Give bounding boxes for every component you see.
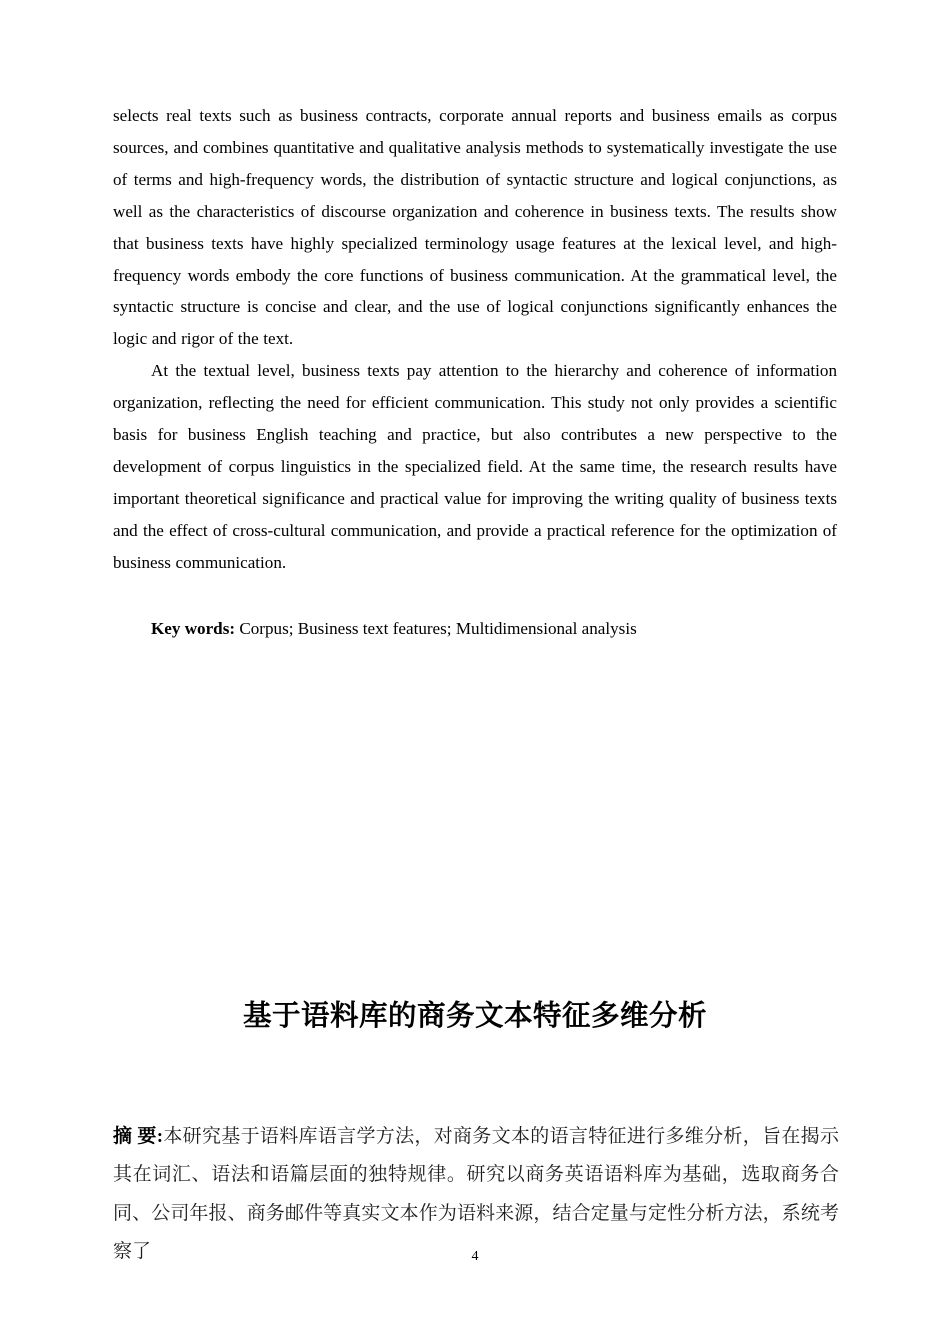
chinese-abstract-label: 摘 要:: [113, 1126, 164, 1147]
keywords-label: Key words:: [151, 619, 236, 638]
chinese-abstract-text: 本研究基于语料库语言学方法，对商务文本的语言特征进行多维分析，旨在揭示其在词汇、语法和语篇层面的独特规律。研究以商务英语语料库为基础，选取商务合同、公司年报、商务邮件等真实文本作为语料来源，结合定量与定性分析方法，系统考察了: [113, 1126, 839, 1263]
abstract-paragraph-1: selects real texts such as business contracts, corporate annual reports and business emails as corpus sources, and combines quantitative and qualitative analysis methods to systematically investigate the use of terms and high-frequency words, the distribution of syntactic structure and logical conjunctions, as well as the characteristics of discourse organization and coherence in business texts. The results show that business texts have highly specialized terminology usage features at the lexical level, and high-frequency words embody the core functions of business communication. At the grammatical level, the syntactic structure is concise and clear, and the use of logical conjunctions significantly enhances the logic and rigor of the text.: [113, 106, 837, 349]
keywords-line: [113, 613, 837, 645]
english-abstract-block: [113, 100, 837, 579]
keywords-value: Corpus; Business text features; Multidimensional analysis: [239, 619, 637, 638]
page-number: 4: [471, 1249, 479, 1264]
abstract-paragraph-2: At the textual level, business texts pay attention to the hierarchy and coherence of information organization, reflecting the need for efficient communication. This study not only provides a scientific basis for business English teaching and practice, but also contributes a new perspective to the development of corpus linguistics in the specialized field. At the same time, the research results have important theoretical significance and practical value for improving the writing quality of business texts and the effect of cross-cultural communication, and provide a practical reference for the optimization of business communication.: [113, 361, 837, 572]
chinese-title: 基于语料库的商务文本特征多维分析: [242, 1001, 707, 1032]
